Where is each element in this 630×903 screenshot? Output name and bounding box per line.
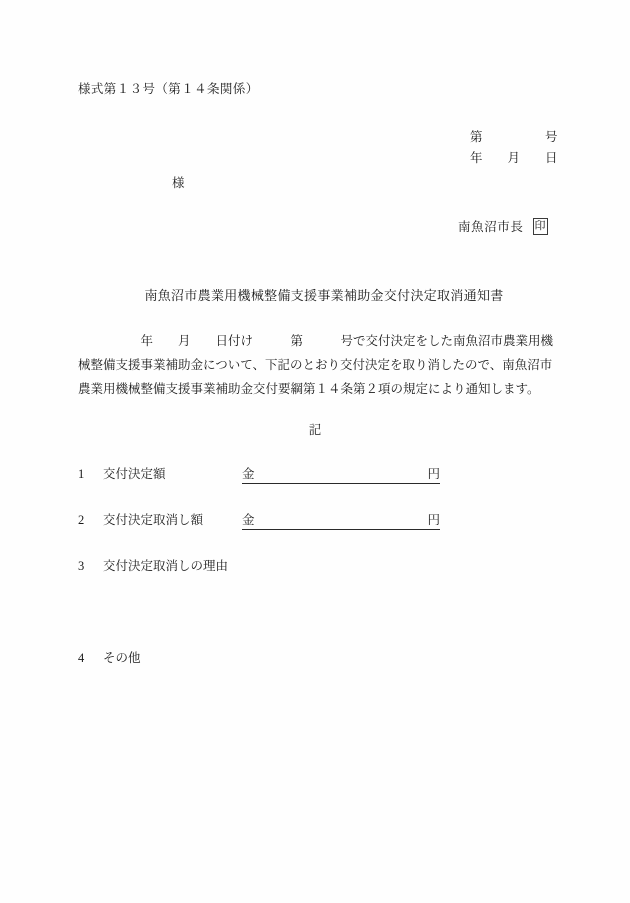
- form-number: 様式第１３号（第１４条関係）: [78, 82, 259, 96]
- item-label: その他: [103, 651, 141, 665]
- amount-blank-field: [242, 510, 440, 530]
- list-item: [78, 648, 141, 666]
- amount-suffix: 円: [427, 467, 440, 481]
- body-line-1: 年 月 日付け 第 号で交付決定をした南魚沼市農業用機: [78, 334, 554, 348]
- item-label: 交付決定取消しの理由: [103, 559, 229, 573]
- document-number-line: 第 号: [470, 130, 558, 144]
- amount-blank-field: [242, 464, 440, 484]
- document-meta-block: [470, 127, 558, 169]
- body-paragraph: [78, 329, 570, 401]
- item-number: 1: [78, 467, 85, 481]
- item-number: 2: [78, 513, 85, 527]
- seal-stamp-box: 印: [533, 218, 548, 235]
- amount-prefix: 金: [242, 513, 255, 527]
- body-line-2: 械整備支援事業補助金について、下記のとおり交付決定を取り消したので、南魚沼市: [78, 358, 553, 372]
- issuer-name: 南魚沼市長: [458, 220, 524, 234]
- list-item: [78, 510, 203, 528]
- document-date-line: 年 月 日: [470, 151, 558, 165]
- issuer-block: [458, 217, 548, 235]
- amount-prefix: 金: [242, 467, 255, 481]
- addressee-honorific: 様: [172, 176, 185, 190]
- item-label: 交付決定額: [103, 467, 166, 481]
- ki-marker: 記: [308, 423, 322, 437]
- item-number: 3: [78, 559, 85, 573]
- body-line-3: 農業用機械整備支援事業補助金交付要綱第１４条第２項の規定により通知します。: [78, 382, 540, 396]
- document-title: 南魚沼市農業用機械整備支援事業補助金交付決定取消通知書: [144, 288, 504, 303]
- item-label: 交付決定取消し額: [103, 513, 204, 527]
- item-number: 4: [78, 651, 85, 665]
- list-item: [78, 464, 166, 482]
- amount-suffix: 円: [427, 513, 440, 527]
- list-item: [78, 556, 228, 574]
